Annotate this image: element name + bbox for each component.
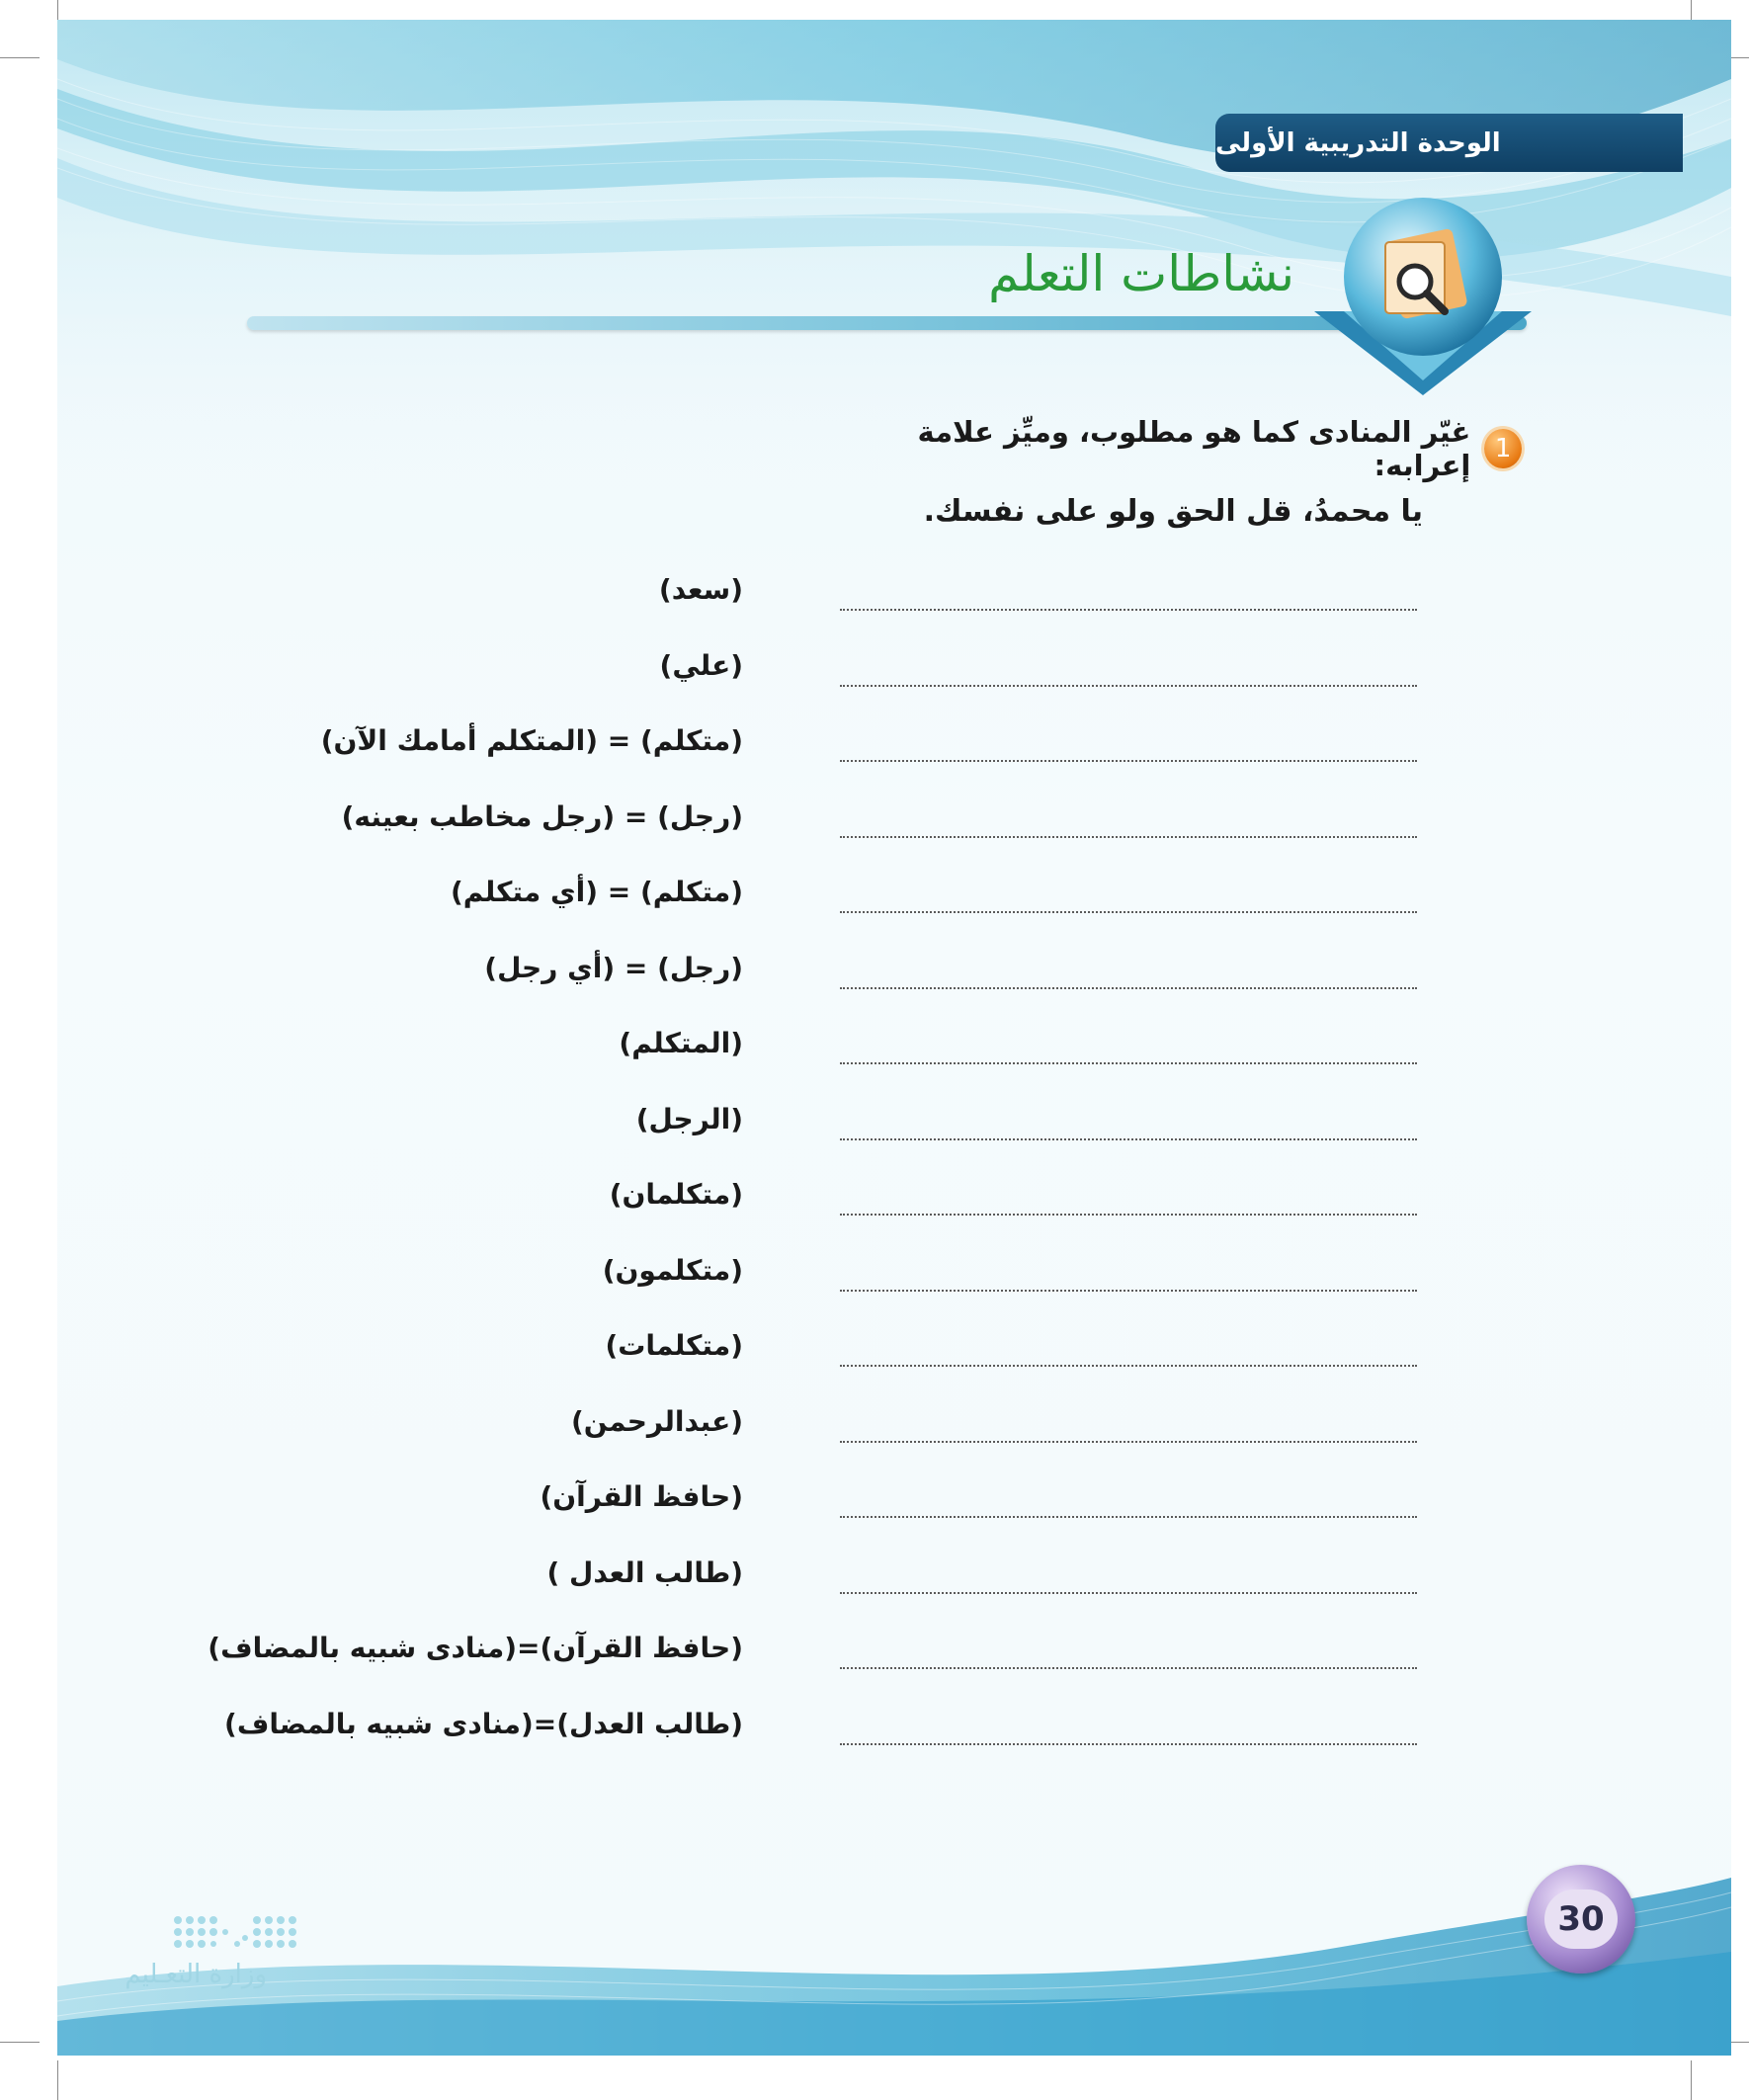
unit-label-text: الوحدة التدريبية الأولى: [1215, 127, 1501, 158]
item-cue: (حافظ القرآن): [540, 1480, 743, 1513]
exercise-row: [0, 1329, 1749, 1388]
example-sentence: يا محمدُ، قل الحق ولو على نفسك.: [923, 494, 1423, 529]
answer-blank[interactable]: [840, 1062, 1417, 1064]
exercise-row: [0, 1708, 1749, 1767]
item-cue: (عبدالرحمن): [570, 1404, 743, 1438]
item-cue: (المتكلم): [619, 1027, 743, 1059]
answer-blank[interactable]: [840, 1743, 1417, 1745]
page-number: 30: [1544, 1890, 1618, 1949]
crop-mark: [1691, 2060, 1692, 2100]
item-cue: (متكلمون): [602, 1253, 743, 1287]
exercise-row: [0, 573, 1749, 632]
answer-blank[interactable]: [840, 987, 1417, 989]
item-cue: (حافظ القرآن)=(منادى شبيه بالمضاف): [208, 1632, 743, 1664]
exercise-row: [0, 1103, 1749, 1162]
exercise-row: [0, 1480, 1749, 1540]
answer-blank[interactable]: [840, 911, 1417, 913]
answer-blank[interactable]: [840, 1667, 1417, 1669]
item-cue: (متكلم) = (المتكلم أمامك الآن): [320, 724, 743, 757]
exercise-row: [0, 1556, 1749, 1616]
exercise-instruction: [850, 415, 1522, 482]
answer-blank[interactable]: [840, 836, 1417, 838]
answer-blank[interactable]: [840, 685, 1417, 687]
question-number: 1: [1484, 429, 1522, 468]
exercise-row: [0, 1632, 1749, 1691]
crop-mark: [0, 57, 40, 58]
item-cue: (طالب العدل)=(منادى شبيه بالمضاف): [224, 1707, 743, 1740]
answer-blank[interactable]: [840, 1592, 1417, 1594]
exercise-row: [0, 952, 1749, 1011]
instruction-text: غيّر المنادى كما هو مطلوب، وميِّز علامة إعرابه:: [917, 415, 1471, 482]
exercise-row: [0, 1027, 1749, 1086]
section-title: نشاطات التعلم: [988, 245, 1294, 302]
item-cue: (رجل) = (أي رجل): [484, 951, 743, 984]
item-cue: (رجل) = (رجل مخاطب بعينه): [341, 799, 743, 833]
answer-blank[interactable]: [840, 1214, 1417, 1216]
page-number-badge: [1527, 1865, 1635, 1974]
answer-blank[interactable]: [840, 1365, 1417, 1367]
answer-blank[interactable]: [840, 1138, 1417, 1140]
exercise-row: [0, 800, 1749, 860]
item-cue: (متكلمان): [609, 1178, 743, 1211]
item-cue: (متكلمات): [605, 1329, 743, 1362]
item-cue: (متكلم) = (أي متكلم): [450, 876, 743, 908]
answer-blank[interactable]: [840, 609, 1417, 611]
exercise-row: [0, 649, 1749, 709]
exercise-row: [0, 1254, 1749, 1313]
item-cue: (طالب العدل ): [546, 1555, 743, 1589]
answer-blank[interactable]: [840, 1441, 1417, 1443]
exercise-row: [0, 1405, 1749, 1465]
crop-mark: [0, 2042, 40, 2043]
exercise-row: [0, 724, 1749, 784]
exercise-row: [0, 876, 1749, 935]
learning-activities-icon: [1304, 193, 1541, 400]
ministry-logo-text: وزارة التعـليم: [125, 1960, 267, 1989]
crop-mark: [57, 2060, 58, 2100]
item-cue: (علي): [659, 648, 743, 682]
answer-blank[interactable]: [840, 1516, 1417, 1518]
answer-blank[interactable]: [840, 1290, 1417, 1292]
answer-blank[interactable]: [840, 760, 1417, 762]
item-cue: (سعد): [658, 573, 743, 606]
exercise-row: [0, 1178, 1749, 1237]
item-cue: (الرجل): [635, 1102, 743, 1135]
unit-label-badge: [1215, 114, 1683, 172]
